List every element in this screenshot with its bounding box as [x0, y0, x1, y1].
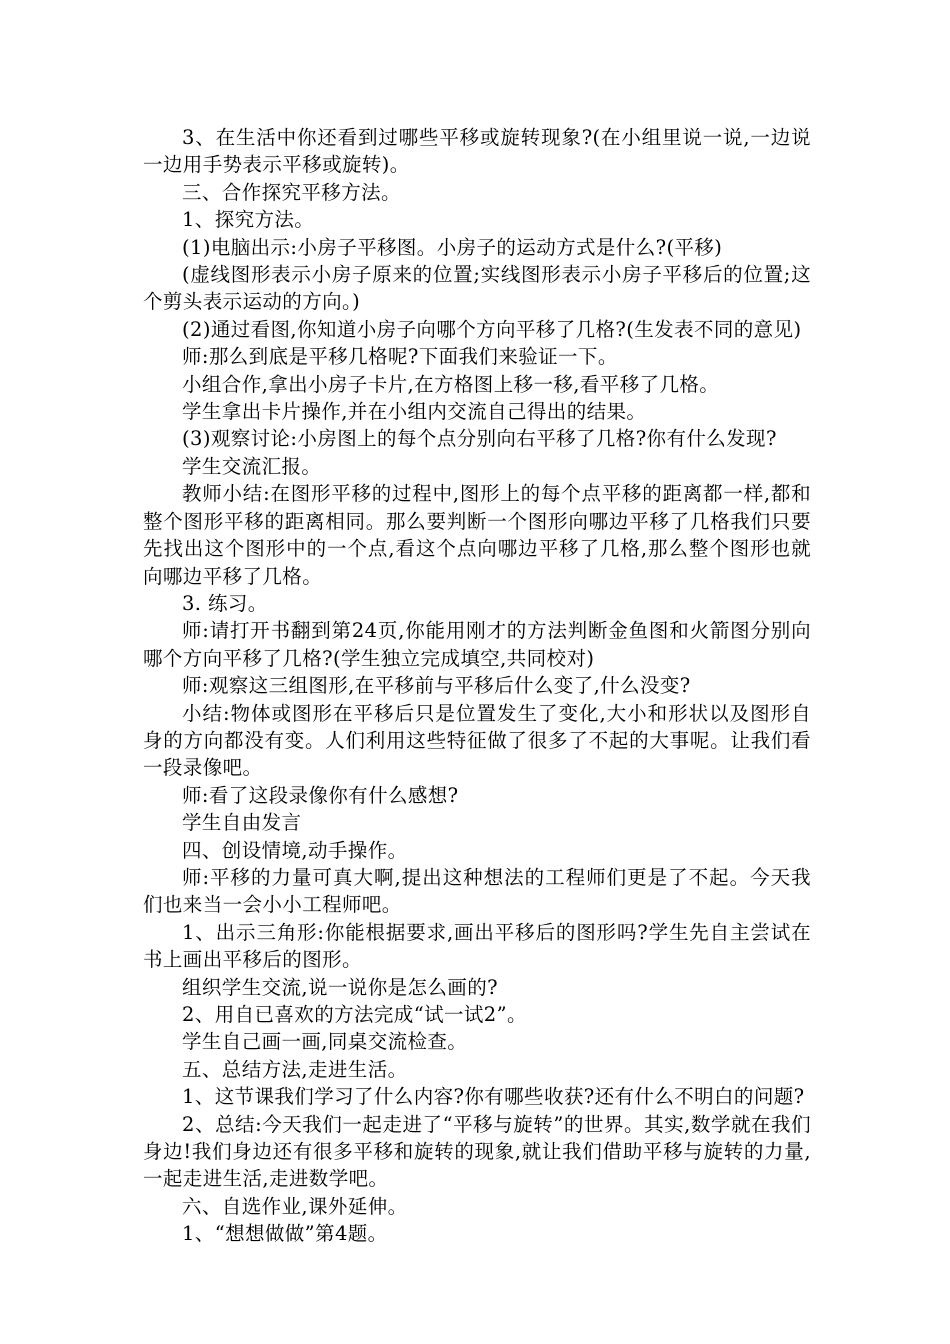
- paragraph: 2、总结:今天我们一起走进了“平移与旋转”的世界。其实,数学就在我们身边!我们身边还有很多平移和旋转的现象,就让我们借助平移与旋转的力量,一起走进生活,走进数学吧。: [143, 1112, 811, 1191]
- paragraph: 小结:物体或图形在平移后只是位置发生了变化,大小和形状以及图形自身的方向都没有变。人们利用这些特征做了很多了不起的大事呢。让我们看一段录像吧。: [143, 701, 811, 780]
- paragraph: (虚线图形表示小房子原来的位置;实线图形表示小房子平移后的位置;这个剪头表示运动的方向。): [143, 263, 811, 314]
- section-heading: 五、总结方法,走进生活。: [182, 1057, 408, 1081]
- paragraph: (1)电脑出示:小房子平移图。小房子的运动方式是什么?(平移): [182, 235, 723, 259]
- paragraph: 师:那么到底是平移几格呢?下面我们来验证一下。: [182, 345, 618, 369]
- paragraph: (3)观察讨论:小房图上的每个点分别向右平移了几格?你有什么发现?: [182, 427, 777, 451]
- subsection-heading: 1、探究方法。: [182, 208, 315, 232]
- paragraph: (2)通过看图,你知道小房子向哪个方向平移了几格?(生发表不同的意见): [182, 317, 802, 341]
- paragraph: 师:平移的力量可真大啊,提出这种想法的工程师们更是了不起。今天我们也来当一会小小工程师吧。: [143, 865, 811, 917]
- paragraph: 师:看了这段录像你有什么感想?: [182, 783, 459, 807]
- paragraph: 组织学生交流,说一说你是怎么画的?: [182, 975, 498, 999]
- paragraph: 1、出示三角形:你能根据要求,画出平移后的图形吗?学生先自主尝试在书上画出平移后的图形。: [143, 920, 811, 972]
- paragraph: 师:观察这三组图形,在平移前与平移后什么变了,什么没变?: [182, 674, 691, 698]
- paragraph: 1、“想想做做”第4题。: [182, 1222, 388, 1246]
- paragraph: 2、用自已喜欢的方法完成“试一试2”。: [182, 1003, 527, 1026]
- section-heading: 三、合作探究平移方法。: [182, 180, 401, 204]
- subsection-heading: 3. 练习。: [182, 591, 268, 615]
- paragraph: 学生自由发言: [182, 811, 302, 835]
- paragraph: 小组合作,拿出小房子卡片,在方格图上移一移,看平移了几格。: [182, 372, 720, 396]
- paragraph: 师:请打开书翻到第24页,你能用刚才的方法判断金鱼图和火箭图分别向哪个方向平移了几格?(学生独立完成填空,共同校对): [143, 619, 811, 670]
- paragraph: 1、这节课我们学习了什么内容?你有哪些收获?还有什么不明白的问题?: [182, 1085, 805, 1109]
- section-heading: 四、创设情境,动手操作。: [182, 838, 408, 862]
- section-heading: 六、自选作业,课外延伸。: [182, 1194, 408, 1218]
- paragraph: 学生自己画一画,同桌交流检查。: [182, 1030, 468, 1054]
- paragraph: 学生拿出卡片操作,并在小组内交流自己得出的结果。: [182, 400, 647, 424]
- paragraph: 3、在生活中你还看到过哪些平移或旋转现象?(在小组里说一说,一边说一边用手势表示平移或旋转)。: [143, 126, 811, 177]
- paragraph: 教师小结:在图形平移的过程中,图形上的每个点平移的距离都一样,都和整个图形平移的距离相同。那么要判断一个图形向哪边平移了几格我们只要先找出这个图形中的一个点,看这个点向哪边平移了几格,那么整个图形也就向哪边平移了几格。: [143, 482, 811, 588]
- paragraph: 学生交流汇报。: [182, 454, 322, 478]
- document-body: [143, 124, 811, 1248]
